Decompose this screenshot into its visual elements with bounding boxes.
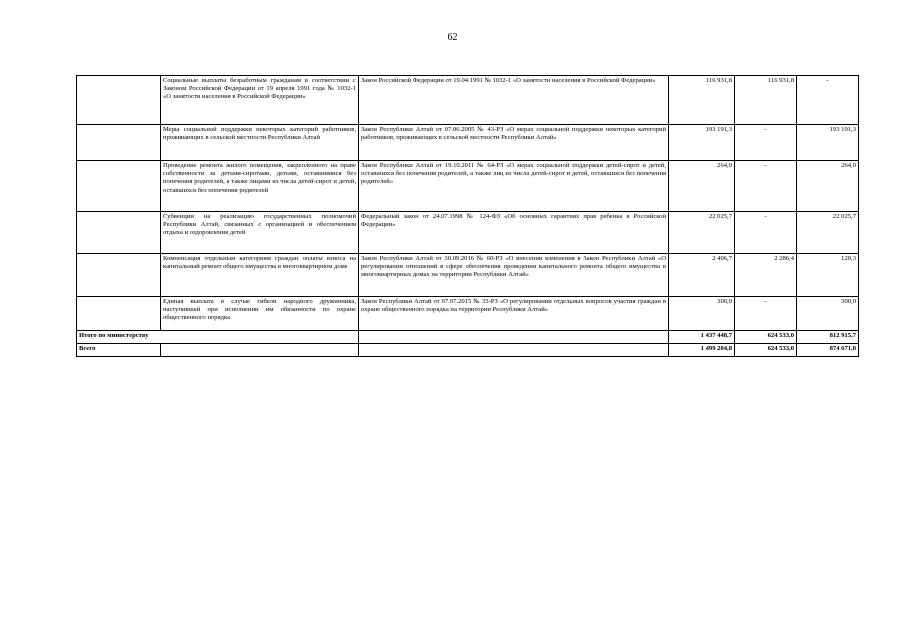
ministry-total-row <box>77 331 859 344</box>
table-row <box>77 76 859 125</box>
blank-cell <box>77 125 161 161</box>
amount-federal: - <box>735 297 797 331</box>
blank-cell <box>161 344 359 357</box>
amount-total: 116 931,8 <box>669 76 735 125</box>
measure-description: Социальные выплаты безработным гражданам в соответствии с Законом Российской Федерации от 19 апреля 1991 года № 1032-1 «О занятости населения в Российской Федерации» <box>161 76 359 125</box>
blank-cell <box>77 297 161 331</box>
measure-description: Единая выплата в случае гибели народного дружинника, наступившей при исполнении им обязанности по охране общественного порядка <box>161 297 359 331</box>
measure-description: Проведение ремонта жилого помещения, закрепленного на праве собственности за детьми-сиротами, детьми, оставшимися без попечения родителей, а также лицами из числа детей-сирот и детей, оставшихся без попечения родителей <box>161 161 359 212</box>
page-number: 62 <box>447 32 458 43</box>
legal-basis: Закон Российской Федерации от 19.04.1991 № 1032-1 «О занятости населения в Российской Федерации» <box>359 76 669 125</box>
legal-basis: Закон Республики Алтай от 30.09.2016 № 60-РЗ «О внесении изменения в Закон Республики Алтай «О регулировании отношений в сфере обеспечения проведения капитального ремонта общего имущества в многоквартирных домах на территории Республики Алтай» <box>359 254 669 297</box>
amount-federal: - <box>735 125 797 161</box>
legal-basis: Закон Республики Алтай от 07.07.2015 № 33-РЗ «О регулировании отдельных вопросов участия граждан в охране общественного порядка на территории Республики Алтай» <box>359 297 669 331</box>
amount-regional: 264,0 <box>797 161 859 212</box>
table-row <box>77 254 859 297</box>
amount-federal: - <box>735 212 797 254</box>
legal-basis: Федеральный закон от 24.07.1998 № 124-ФЗ «Об основных гарантиях прав ребенка в Российской Федерации» <box>359 212 669 254</box>
amount-total: 300,0 <box>669 297 735 331</box>
blank-cell <box>359 331 669 344</box>
table-row <box>77 297 859 331</box>
measure-description: Компенсация отдельным категориям граждан оплаты взноса на капитальный ремонт общего имущества в многоквартирном доме <box>161 254 359 297</box>
measure-description: Меры социальной поддержки некоторых категорий работников, проживающих в сельской местности Республики Алтай <box>161 125 359 161</box>
measure-description: Субвенции на реализацию государственных полномочий Республики Алтай, связанных с организацией и обеспечением отдыха и оздоровления детей <box>161 212 359 254</box>
amount-federal: 624 533,0 <box>735 344 797 357</box>
budget-table <box>76 75 859 357</box>
blank-cell <box>77 161 161 212</box>
table-row <box>77 161 859 212</box>
amount-regional: 874 671,8 <box>797 344 859 357</box>
grand-total-row <box>77 344 859 357</box>
amount-regional: 812 915,7 <box>797 331 859 344</box>
total-label: Итого по министерству <box>77 331 359 344</box>
table-row <box>77 125 859 161</box>
amount-total: 22 025,7 <box>669 212 735 254</box>
amount-regional: 120,3 <box>797 254 859 297</box>
blank-cell <box>359 344 669 357</box>
blank-cell <box>77 76 161 125</box>
amount-federal: - <box>735 161 797 212</box>
amount-federal: 624 533,0 <box>735 331 797 344</box>
amount-regional: 193 191,3 <box>797 125 859 161</box>
amount-total: 264,0 <box>669 161 735 212</box>
amount-regional: - <box>797 76 859 125</box>
blank-cell <box>77 212 161 254</box>
amount-regional: 300,0 <box>797 297 859 331</box>
total-label: Всего <box>77 344 161 357</box>
amount-total: 2 406,7 <box>669 254 735 297</box>
amount-regional: 22 025,7 <box>797 212 859 254</box>
amount-total: 193 191,3 <box>669 125 735 161</box>
amount-federal: 2 286,4 <box>735 254 797 297</box>
blank-cell <box>77 254 161 297</box>
amount-total: 1 499 204,8 <box>669 344 735 357</box>
amount-total: 1 437 448,7 <box>669 331 735 344</box>
legal-basis: Закон Республики Алтай от 07.06.2005 № 43-РЗ «О мерах социальной поддержки некоторых категорий работников, проживающих в сельской местности Республики Алтай» <box>359 125 669 161</box>
amount-federal: 116 931,8 <box>735 76 797 125</box>
legal-basis: Закон Республики Алтай от 19.10.2011 № 64-РЗ «О мерах социальной поддержки детей-сирот и детей, оставшихся без попечения родителей, а также лиц из числа детей-сирот и детей, оставшихся без попечения родителей» <box>359 161 669 212</box>
table-row <box>77 212 859 254</box>
